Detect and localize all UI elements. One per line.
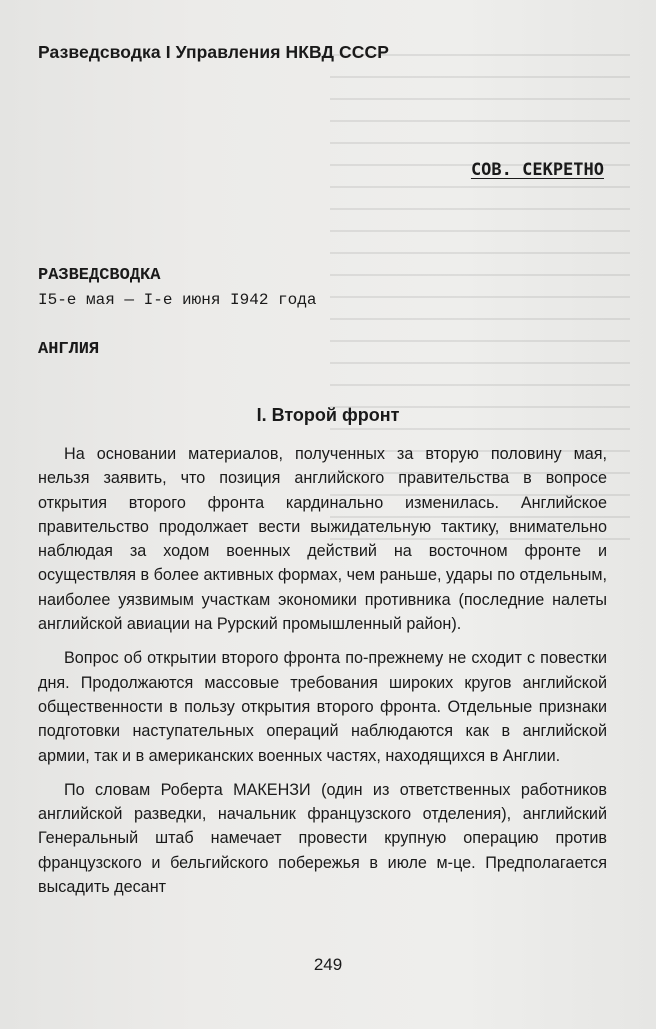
document-header xyxy=(38,264,316,312)
paragraph: По словам Роберта МАКЕНЗИ (один из ответственных работников английской разведки, начальник французского отделения), английский Генеральный штаб намечает провести крупную операцию против французского и бельгийского побережья в июле м-це. Предполагается высадить десант xyxy=(38,780,607,897)
running-head: Разведсводка I Управления НКВД СССР xyxy=(38,42,390,62)
paragraph: На основании материалов, полученных за вторую половину мая, нельзя заявить, что позиция английского правительства в вопросе открытия второго фронта кардинально изменилась. Английское правительство продолжает вести выжидательную тактику, внимательно наблюдая за ходом военных действий на восточном фронте и осуществляя в более активных формах, чем раньше, удары по отдельным, наиболее уязвимым участкам экономики противника (последние налеты английской авиации на Рурский промышленный район). xyxy=(38,445,607,634)
page-number: 249 xyxy=(313,955,343,974)
paragraph: Вопрос об открытии второго фронта по-прежнему не сходит с повестки дня. Продолжаются массовые требования широких кругов английской общественности в пользу открытия второго фронта. Отдельные признаки подготовки наступательных операций наблюдаются как в английской армии, так и в американских военных частях, находящихся в Англии. xyxy=(38,649,607,765)
country-heading: АНГЛИЯ xyxy=(38,340,100,359)
document-title: РАЗВЕДСВОДКА xyxy=(38,266,161,285)
document-period: I5-е мая — I-е июня I942 года xyxy=(38,291,317,309)
classification-stamp: СОВ. СЕКРЕТНО xyxy=(470,160,604,180)
body-text xyxy=(38,442,607,899)
section-title: I. Второй фронт xyxy=(256,405,400,425)
